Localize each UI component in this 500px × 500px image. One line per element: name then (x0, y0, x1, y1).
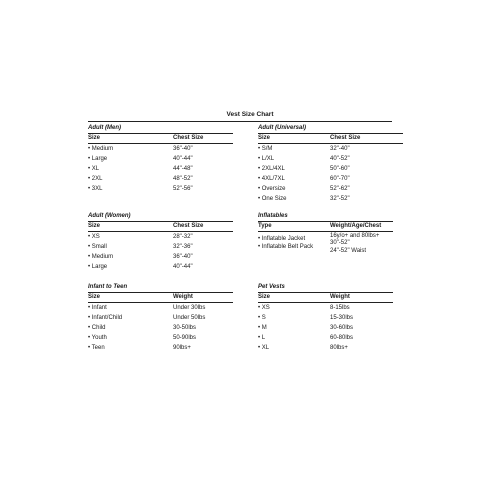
size-cell: • Small (88, 244, 107, 250)
value-cell: 36"-40" (173, 254, 193, 260)
value-cell: 36"-40" (173, 146, 193, 152)
section-title: Adult (Universal) (258, 124, 403, 134)
value-cell (330, 232, 393, 247)
table-row (88, 303, 233, 313)
section-title: Adult (Men) (88, 124, 233, 134)
size-cell: • Infant/Child (88, 315, 123, 321)
value-cell: 32"-52" (330, 196, 350, 202)
section-title: Adult (Women) (88, 212, 233, 222)
size-cell: • Youth (88, 335, 107, 341)
table-row (88, 174, 233, 184)
value-cell: 15-30lbs (330, 315, 354, 321)
size-cell: • 2XL/4XL (258, 166, 285, 172)
table-header (88, 134, 233, 144)
value-cell: 50"-60" (330, 166, 350, 172)
size-cell: • S (258, 315, 266, 321)
value-cell: 80lbs+ (330, 345, 348, 351)
size-cell: • L (258, 335, 266, 341)
section-adult-men (88, 124, 233, 194)
section-title: Pet Vests (258, 283, 393, 293)
value-cell: 60-80lbs (330, 335, 354, 341)
size-cell: • Large (88, 264, 108, 270)
table-row (258, 154, 403, 164)
size-cell: • 3XL (88, 186, 103, 192)
table-row (88, 323, 233, 333)
table-row (88, 184, 233, 194)
section-inflatables (258, 212, 393, 255)
value-line: 16y/o+ and 80lbs+ (330, 233, 380, 239)
value-cell: 28"-32" (173, 234, 193, 240)
size-cell: • XL (88, 166, 100, 172)
value-cell: 32"-36" (173, 244, 193, 250)
section-pet-vests (258, 283, 393, 353)
type-cell: • Inflatable Belt Pack (258, 244, 314, 250)
size-cell: • M (258, 325, 267, 331)
header-size: Size (258, 294, 271, 300)
header-weight: Weight (330, 294, 350, 300)
table-header (258, 134, 403, 144)
value-cell: 60"-70" (330, 176, 350, 182)
section-adult-women (88, 212, 233, 272)
table-row (258, 164, 403, 174)
size-cell: • Child (88, 325, 106, 331)
size-cell: • Large (88, 156, 108, 162)
size-cell: • 4XL/7XL (258, 176, 285, 182)
header-chest-size: Chest Size (173, 223, 204, 229)
header-weight: Weight (173, 294, 193, 300)
table-header (88, 293, 233, 303)
table-row (88, 154, 233, 164)
size-cell: • Medium (88, 254, 114, 260)
header-size: Size (88, 294, 101, 300)
table-row (258, 174, 403, 184)
table-row (88, 144, 233, 154)
header-size: Size (88, 223, 101, 229)
header-chest-size: Chest Size (330, 135, 361, 141)
table-row (88, 232, 233, 242)
value-cell: 24"-52" Waist (330, 248, 367, 254)
size-cell: • Teen (88, 345, 105, 351)
table-row (88, 262, 233, 272)
table-row (258, 244, 393, 255)
header-size: Size (88, 135, 101, 141)
title-divider (88, 121, 392, 122)
value-cell: 48"-52" (173, 176, 193, 182)
value-cell: 40"-52" (330, 156, 350, 162)
header-type: Type (258, 223, 272, 229)
type-cell: • Inflatable Jacket (258, 236, 306, 242)
table-row (258, 343, 393, 353)
section-title: Inflatables (258, 212, 393, 222)
value-cell: 90lbs+ (173, 345, 191, 351)
table-row (258, 194, 403, 204)
value-cell: 40"-44" (173, 156, 193, 162)
table-row (88, 333, 233, 343)
size-cell: • One Size (258, 196, 287, 202)
size-cell: • Medium (88, 146, 114, 152)
value-cell: Under 30lbs (173, 305, 206, 311)
header-weight-age-chest: Weight/Age/Chest (330, 223, 382, 229)
table-header (258, 293, 393, 303)
table-header (258, 222, 393, 232)
table-row (258, 323, 393, 333)
size-cell: • 2XL (88, 176, 103, 182)
value-cell: 52"-62" (330, 186, 350, 192)
section-infant-to-teen (88, 283, 233, 353)
value-cell: 8-15lbs (330, 305, 350, 311)
size-cell: • L/XL (258, 156, 275, 162)
value-line: 30"-52" (330, 240, 350, 246)
header-chest-size: Chest Size (173, 135, 204, 141)
value-cell: 52"-56" (173, 186, 193, 192)
value-cell: 44"-48" (173, 166, 193, 172)
section-title: Infant to Teen (88, 283, 233, 293)
table-row (88, 252, 233, 262)
size-cell: • XS (88, 234, 100, 240)
table-row (258, 303, 393, 313)
size-cell: • XL (258, 345, 270, 351)
header-size: Size (258, 135, 271, 141)
size-cell: • S/M (258, 146, 273, 152)
value-cell: 30-50lbs (173, 325, 197, 331)
size-cell: • XS (258, 305, 270, 311)
value-cell: 30-60lbs (330, 325, 354, 331)
table-row (88, 242, 233, 252)
table-row (258, 333, 393, 343)
table-row (258, 184, 403, 194)
chart-title: Vest Size Chart (226, 111, 274, 118)
table-row (258, 313, 393, 323)
value-cell: 50-90lbs (173, 335, 197, 341)
table-row (88, 164, 233, 174)
table-header (88, 222, 233, 232)
size-cell: • Infant (88, 305, 107, 311)
section-adult-universal (258, 124, 403, 204)
table-row (88, 313, 233, 323)
value-cell: Under 50lbs (173, 315, 206, 321)
size-cell: • Oversize (258, 186, 286, 192)
value-cell: 40"-44" (173, 264, 193, 270)
value-cell: 32"-40" (330, 146, 350, 152)
table-row (258, 144, 403, 154)
table-row (88, 343, 233, 353)
